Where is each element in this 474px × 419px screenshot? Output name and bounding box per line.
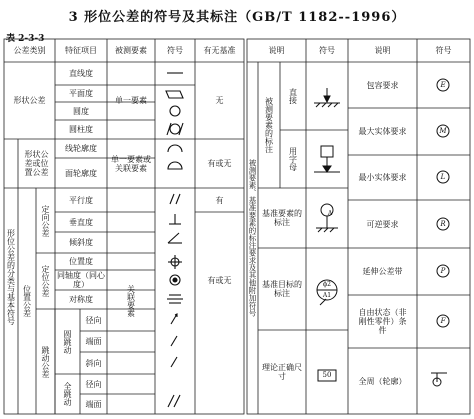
line-profile-icon (168, 145, 182, 152)
note-projected: 延伸公差带 (362, 267, 403, 276)
category-form-or-position: 形状公差或位置公差 (24, 150, 49, 177)
note-lmc: 最小实体要求 (358, 173, 407, 182)
header-symbol: 符号 (167, 46, 183, 55)
element-single-or-related: 单一要素或关联要素 (111, 154, 151, 173)
note-letter: 用字母 (288, 147, 298, 171)
modifier-symbols (417, 62, 470, 414)
letter-mark-icon (314, 146, 340, 172)
header-category: 公差类别 (13, 46, 46, 55)
item-concentricity: 同轴度（同心度） (57, 271, 105, 289)
header-item: 特征项目 (65, 46, 97, 55)
category-runout: 跳动公差 (41, 345, 50, 378)
item-line-profile: 线轮廓度 (65, 144, 97, 153)
datum-target-bottom: A1 (322, 292, 332, 299)
item-oblique: 斜向 (85, 358, 102, 368)
category-location: 定位公差 (41, 265, 50, 297)
projected-symbol: P (440, 266, 446, 275)
total-runout-icon (168, 395, 180, 407)
item-perpendicularity: 垂直度 (69, 217, 93, 227)
perpendicularity-icon (169, 214, 181, 224)
item-surface-profile: 面轮廓度 (65, 168, 97, 178)
note-mmc: 最大实体要求 (358, 127, 407, 136)
direct-mark-icon (314, 88, 340, 107)
header-datum: 有无基准 (203, 46, 236, 55)
header-symbol-left: 符号 (319, 46, 335, 55)
item-end-face: 端面 (85, 337, 102, 346)
angularity-icon (168, 233, 182, 243)
datum-letter: A (327, 209, 333, 217)
side-label-annotation: 被测要素、基准要素的标注要求及其他附加符号 (248, 159, 257, 317)
item-flatness: 平面度 (69, 89, 93, 98)
position-icon (168, 255, 182, 269)
note-reciprocity: 可逆要求 (366, 219, 399, 229)
flatness-icon (166, 91, 183, 98)
item-roundness: 圆度 (73, 106, 89, 116)
note-datum-target: 基准目标的标注 (262, 280, 302, 298)
element-related: 关联要素 (126, 285, 136, 317)
category-orientation: 定向公差 (41, 204, 50, 237)
item-cylindricity: 圆柱度 (69, 125, 93, 134)
envelope-symbol: E (440, 80, 446, 89)
note-datum-mark: 基准要素的标注 (262, 209, 302, 227)
circular-runout-end-icon (171, 336, 177, 346)
item-parallelism: 平行度 (69, 195, 93, 205)
symmetry-icon (167, 295, 183, 303)
category-circular-runout: 圆跳动 (63, 329, 72, 354)
reciprocity-symbol: R (440, 219, 446, 228)
annotation-symbols (306, 62, 348, 414)
side-label-classification: 形位公差的分类与基本符号 (6, 228, 16, 325)
parallelism-icon (170, 194, 180, 204)
item-position: 位置度 (69, 257, 93, 266)
category-position: 位置公差 (22, 285, 32, 317)
item-radial-total: 径向 (85, 379, 102, 389)
free-state-symbol: F (440, 316, 446, 325)
note-measured-group: 被测要素的标注 (264, 97, 274, 153)
item-straightness: 直线度 (69, 69, 93, 78)
theoretical-value: 50 (322, 371, 332, 379)
item-end-face-total: 端面 (85, 399, 102, 409)
header-note-left: 说明 (268, 46, 285, 55)
element-single: 单一要素 (115, 96, 147, 105)
item-angularity: 倾斜度 (69, 238, 93, 247)
circular-runout-oblique-icon (171, 357, 177, 367)
category-form: 形状公差 (13, 96, 46, 105)
note-direct: 直接 (288, 88, 298, 104)
datum-yes-or-no-position: 有或无 (207, 275, 232, 285)
datum-no: 无 (215, 96, 224, 105)
header-note-right: 说明 (374, 46, 391, 55)
circular-runout-icon (171, 314, 177, 324)
cylindricity-icon (167, 123, 183, 135)
concentricity-icon (170, 275, 180, 285)
mmc-symbol: M (439, 126, 447, 135)
header-symbol-right: 符号 (435, 46, 452, 55)
datum-yes-or-no: 有或无 (207, 159, 232, 168)
table-number: 表 2-3-3 (6, 34, 45, 44)
roundness-icon (170, 106, 180, 116)
category-total-runout: 全跳动 (63, 382, 72, 406)
item-radial: 径向 (85, 315, 102, 325)
note-theoretical: 理论正确尺寸 (262, 363, 302, 381)
datum-target-top: ϕ2 (323, 281, 331, 288)
surface-profile-icon (168, 162, 182, 169)
geometric-symbols (155, 62, 195, 414)
page-title: 3 形位公差的符号及其标注（GB/T 1182--1996） (68, 10, 406, 25)
note-envelope: 包容要求 (366, 80, 399, 90)
all-around-icon (431, 373, 447, 386)
header-element: 被测要素 (115, 46, 147, 55)
lmc-symbol: L (440, 172, 446, 181)
item-symmetry: 对称度 (69, 295, 93, 304)
note-free-state: 自由状态（非刚性零件）条件 (358, 308, 407, 335)
datum-yes: 有 (215, 195, 224, 205)
note-all-around: 全周（轮廓） (358, 376, 407, 386)
